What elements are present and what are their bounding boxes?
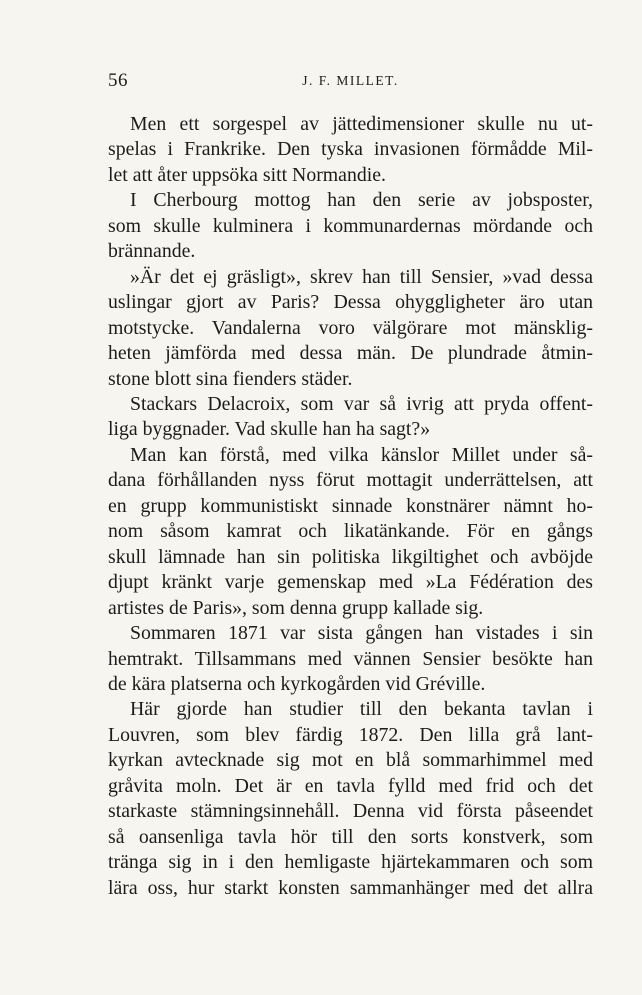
text-line: motstycke. Vandalerna voro välgörare mot mänsklig-: [108, 316, 593, 339]
text-line: starkaste stämningsinnehåll. Denna vid första påseendet: [108, 800, 593, 823]
text-line: Men ett sorgespel av jättedimensioner skulle nu ut-: [130, 113, 593, 135]
text-line: heten jämförda med dessa män. De plundrade åtmin-: [108, 342, 593, 365]
text-line: artistes de Paris», som denna grupp kallade sig.: [108, 596, 484, 619]
text-line: tränga sig in i den hemligaste hjärtekammaren och som: [108, 851, 593, 874]
text-line: Sommaren 1871 var sista gången han vistades i sin: [130, 622, 593, 645]
running-title: J. F. MILLET.: [302, 73, 399, 88]
page-number: 56: [108, 70, 128, 91]
text-line: Här gjorde han studier till den bekanta tavlan i: [130, 698, 593, 721]
text-line: liga byggnader. Vad skulle han ha sagt?»: [108, 418, 431, 441]
text-line: uslingar gjort av Paris? Dessa ohyggligheter äro utan: [108, 291, 593, 314]
text-line: hemtrakt. Tillsammans med vännen Sensier besökte han: [108, 647, 593, 670]
text-line: nom såsom kamrat och likatänkande. För en gångs: [108, 520, 593, 543]
text-line: lära oss, hur starkt konsten sammanhänger med det allra: [108, 876, 593, 899]
text-line: stone blott sina fienders städer.: [108, 367, 353, 390]
text-line: gråvita moln. Det är en tavla fylld med frid och det: [108, 774, 593, 797]
running-head: [108, 70, 593, 96]
text-line: spelas i Frankrike. Den tyska invasionen förmådde Mil-: [108, 138, 593, 161]
text-line: djupt kränkt varje gemenskap med »La Fédération des: [108, 571, 593, 594]
body-text: [108, 112, 593, 901]
text-line: skull lämnade han sin politiska likgiltighet och avböjde: [108, 545, 593, 568]
text-line: let att åter uppsöka sitt Normandie.: [108, 163, 386, 186]
text-line: så oansenliga tavla hör till den sorts konstverk, som: [108, 825, 593, 848]
text-line: dana förhållanden nyss förut mottagit underrättelsen, att: [108, 469, 593, 492]
text-line: Stackars Delacroix, som var så ivrig att pryda offent-: [130, 392, 593, 415]
text-line: brännande.: [108, 240, 196, 263]
text-line: I Cherbourg mottog han den serie av jobsposter,: [130, 189, 593, 212]
text-line: Man kan förstå, med vilka känslor Millet under så-: [130, 443, 593, 466]
text-line: de kära platserna och kyrkogården vid Gréville.: [108, 672, 486, 695]
text-line: en grupp kommunistiskt sinnade konstnärer nämnt ho-: [108, 494, 593, 517]
text-line: Louvren, som blev färdig 1872. Den lilla grå lant-: [108, 723, 593, 746]
text-line: »Är det ej gräsligt», skrev han till Sensier, »vad dessa: [130, 265, 593, 288]
text-line: kyrkan avtecknade sig mot en blå sommarhimmel med: [108, 749, 593, 772]
text-line: som skulle kulminera i kommunardernas mördande och: [108, 214, 593, 237]
